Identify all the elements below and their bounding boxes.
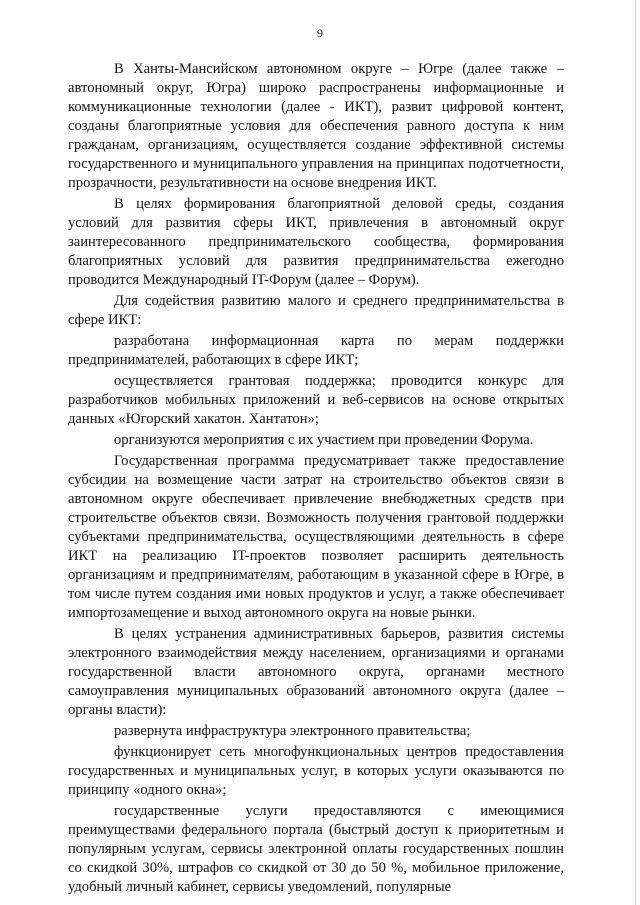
document-body [68, 60, 564, 899]
paragraph-state-program: Государственная программа предусматривает также предоставление субсидии на возмещение части затрат на строительство объектов связи в автономном округе обеспечивает привлечение внебюджетных средств при строительстве объектов связи. Возможность получения грантовой поддержки субъектами предпринимательства, осуществляющими деятельность в сфере ИКТ на реализацию IT-проектов позволяет расширить деятельность организациям и предпринимателям, работающим в указанной сфере в Югре, в том числе путем создания ими новых продуктов и услуг, а также обеспечивает импортозамещение и выход автономного округа на новые рынки. [68, 453, 564, 621]
paragraph-admin-barriers: В целях устранения административных барьеров, развития системы электронного взаимодействия между населением, организациями и органами государственной власти автономного округа, органами местного самоуправления муниципальных образований автономного округа (далее – органы власти): [68, 626, 564, 718]
list-item-grant-support: осуществляется грантовая поддержка; проводится конкурс для разработчиков мобильных приложений и веб-сервисов на основе открытых данных «Югорский хакатон. Хантатон»; [68, 373, 564, 427]
list-item-state-services: государственные услуги предоставляются с имеющимися преимуществами федерального портала (быстрый доступ к приоритетным и популярным услугам, сервисы электронной оплаты государственных пошлин со скидкой 30%, штрафов со скидкой от 30 до 50 %, мобильное приложение, удобный личный кабинет, сервисы уведомлений, популярные [68, 803, 564, 895]
paragraph-sme-support: Для содействия развитию малого и среднего предпринимательства в сфере ИКТ: [68, 293, 564, 328]
paragraph-intro-ikt: В Ханты-Мансийском автономном округе – Югре (далее также – автономный округ, Югра) широко распространены информационные и коммуникационные технологии (далее - ИКТ), развит цифровой контент, созданы благоприятные условия для обеспечения равного доступа к ним гражданам, организациям, осуществляется создание эффективной системы государственного и муниципального управления на принципах подотчетности, прозрачности, результативности на основе внедрения ИКТ. [68, 61, 564, 191]
list-item-forum-events: организуются мероприятия с их участием при проведении Форума. [114, 432, 534, 448]
list-item-mfc-network: функционирует сеть многофункциональных центров предоставления государственных и муниципальных услуг, в которых услуги оказываются по принципу «одного окна»; [68, 744, 564, 798]
list-item-info-map: разработана информационная карта по мерам поддержки предпринимателей, работающих в сфере ИКТ; [68, 333, 564, 368]
list-item-e-government: развернута инфраструктура электронного правительства; [114, 723, 471, 739]
paragraph-it-forum: В целях формирования благоприятной деловой среды, создания условий для развития сферы ИКТ, привлечения в автономный округ заинтересованного предпринимательского сообщества, формирования благоприятных условий для развития предпринимательства ежегодно проводится Международный IT-Форум (далее – Форум). [68, 196, 564, 288]
page-edge-line [635, 0, 636, 905]
page-number: 9 [317, 26, 323, 40]
